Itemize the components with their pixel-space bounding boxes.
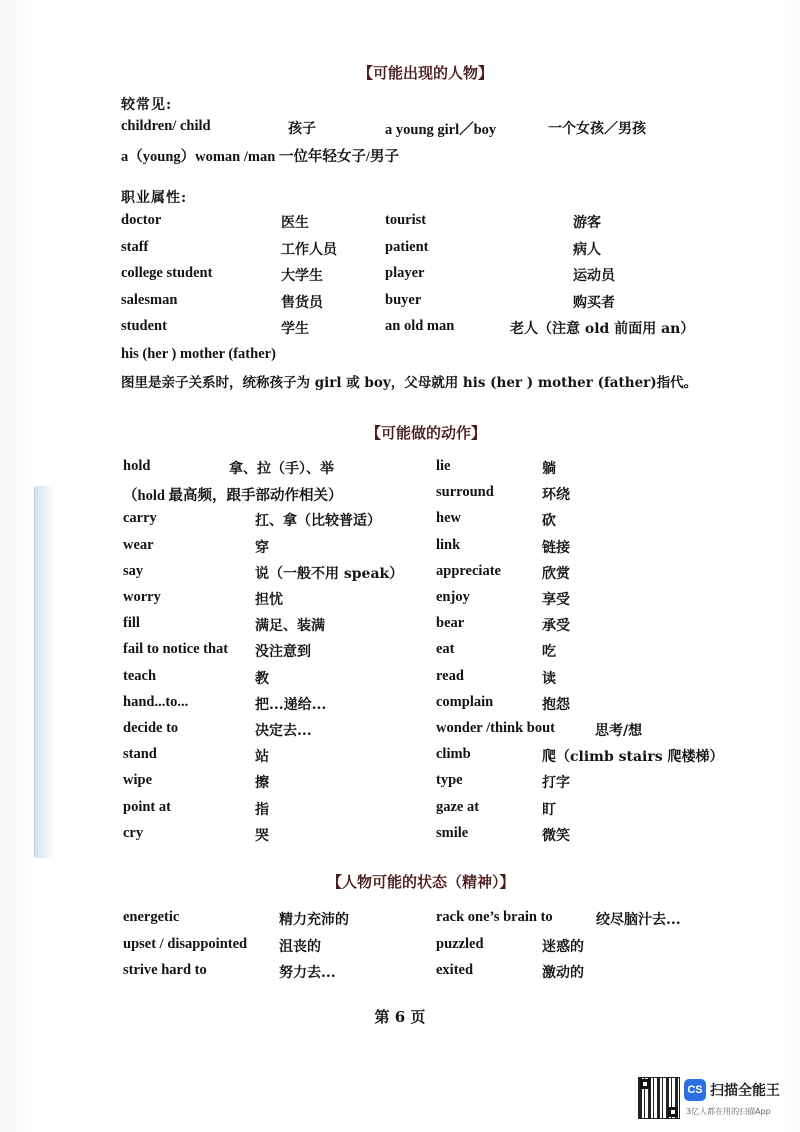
action-r6-c3: enjoy xyxy=(436,589,470,605)
action-r3-c4: 砍 xyxy=(542,513,556,530)
action-r12-c3: climb xyxy=(436,746,471,763)
action-r10-c2: 把...递给... xyxy=(255,696,327,713)
occupation-r5-c3: an old man xyxy=(385,318,455,334)
common-zh-2: 一个女孩／男孩 xyxy=(548,121,646,137)
action-r13-c1: wipe xyxy=(123,772,152,789)
action-r1-c3: lie xyxy=(436,458,451,474)
action-r13-c3: type xyxy=(436,772,463,789)
state-r1-c4: 绞尽脑汁去... xyxy=(596,912,681,928)
action-r12-c2: 站 xyxy=(255,749,269,766)
state-r2-c3: puzzled xyxy=(436,935,484,952)
action-r8-c3: eat xyxy=(436,641,455,658)
common-label: 较常见: xyxy=(121,97,173,113)
action-r4-c4: 链接 xyxy=(542,539,570,556)
action-r8-c2: 没注意到 xyxy=(255,644,311,661)
action-r11-c2: 决定去... xyxy=(255,723,312,739)
action-r3-c3: hew xyxy=(436,510,461,527)
action-r15-c1: cry xyxy=(123,824,144,841)
occupation-r3-c4: 运动员 xyxy=(573,268,615,284)
action-r15-c3: smile xyxy=(436,824,469,841)
action-r6-c1: worry xyxy=(123,589,161,605)
occupation-r5-c1: student xyxy=(121,318,167,334)
state-r1-c2: 精力充沛的 xyxy=(279,912,349,928)
scanner-watermark xyxy=(638,1077,788,1121)
action-r12-c1: stand xyxy=(123,746,157,763)
action-r8-c1: fail to notice that xyxy=(123,641,229,658)
action-r5-c2: 说（一般不用 speak） xyxy=(255,565,404,582)
occupation-r4-c3: buyer xyxy=(385,291,422,308)
common-zh-1: 孩子 xyxy=(288,121,316,137)
common-line-2: a（young）woman /man 一位年轻女子/男子 xyxy=(121,149,399,165)
action-r11-c1: decide to xyxy=(123,720,179,736)
occupation-r4-c1: salesman xyxy=(121,291,178,308)
action-r7-c4: 承受 xyxy=(542,618,570,635)
occupation-r2-c1: staff xyxy=(121,238,149,255)
state-r2-c4: 迷惑的 xyxy=(542,938,584,955)
action-r1-c1: hold xyxy=(123,458,151,474)
action-r3-c1: carry xyxy=(123,510,157,527)
action-r6-c2: 担忧 xyxy=(255,592,283,608)
action-r14-c1: point at xyxy=(123,798,171,815)
occupation-r5-c4: 老人（注意 old 前面用 an） xyxy=(510,321,695,337)
action-r11-c4: 思考/想 xyxy=(595,723,643,739)
action-r14-c4: 盯 xyxy=(542,801,556,818)
state-r3-c4: 激动的 xyxy=(542,965,584,981)
action-r7-c2: 满足、装满 xyxy=(255,618,325,635)
action-r7-c3: bear xyxy=(436,615,465,632)
common-en-2: a young girl／boy xyxy=(385,122,497,138)
occupation-r1-c1: doctor xyxy=(121,212,162,228)
occupation-r4-c4: 购买者 xyxy=(573,294,615,311)
occupation-r3-c2: 大学生 xyxy=(281,268,323,284)
occupation-r1-c4: 游客 xyxy=(573,215,601,231)
scan-edge-shadow xyxy=(34,486,55,858)
action-r14-c2: 指 xyxy=(255,801,269,818)
action-r1-c4: 躺 xyxy=(542,461,556,477)
action-r2-c3: surround xyxy=(436,484,494,501)
occupation-r2-c4: 病人 xyxy=(573,241,601,258)
parent-line: his (her ) mother (father) xyxy=(121,346,276,362)
action-r9-c2: 教 xyxy=(255,670,269,687)
section-title-characters: 【可能出现的人物】 xyxy=(358,64,494,82)
occupation-r2-c2: 工作人员 xyxy=(281,241,337,258)
state-r3-c1: strive hard to xyxy=(123,962,207,978)
watermark-title: 扫描全能王 xyxy=(710,1083,780,1099)
action-r8-c4: 吃 xyxy=(542,644,556,661)
action-r4-c3: link xyxy=(436,536,461,553)
action-r10-c3: complain xyxy=(436,693,494,710)
occupation-r1-c3: tourist xyxy=(385,212,427,228)
action-r10-c1: hand...to... xyxy=(123,693,189,710)
action-r2-c4: 环绕 xyxy=(542,487,570,504)
state-r2-c1: upset / disappointed xyxy=(123,935,248,952)
state-r1-c1: energetic xyxy=(123,909,180,925)
page-number: 第 6 页 xyxy=(374,1008,426,1026)
action-r13-c2: 擦 xyxy=(255,775,269,792)
section-title-states: 【人物可能的状态（精神）】 xyxy=(327,873,515,891)
action-r5-c4: 欣赏 xyxy=(542,565,570,582)
occupation-label: 职业属性: xyxy=(121,190,188,206)
action-r4-c2: 穿 xyxy=(255,539,269,556)
occupation-r5-c2: 学生 xyxy=(281,321,309,337)
action-r11-c3: wonder /think bout xyxy=(436,720,555,736)
common-en-1: children/ child xyxy=(121,118,211,134)
occupation-r4-c2: 售货员 xyxy=(281,294,323,311)
occupation-r3-c1: college student xyxy=(121,265,213,281)
action-r15-c2: 哭 xyxy=(255,827,269,844)
action-r13-c4: 打字 xyxy=(542,775,570,792)
action-r7-c1: fill xyxy=(123,615,140,632)
state-r2-c2: 沮丧的 xyxy=(279,938,321,955)
parent-note: 图里是亲子关系时，统称孩子为 girl 或 boy，父母就用 his (her ) mother (father)指代。 xyxy=(121,375,698,391)
action-r9-c3: read xyxy=(436,667,464,684)
watermark-subtitle: 3亿人都在用的扫描App xyxy=(686,1107,771,1116)
action-r5-c3: appreciate xyxy=(436,562,501,579)
section-title-actions: 【可能做的动作】 xyxy=(366,424,487,442)
action-r1-c2: 拿、拉（手）、举 xyxy=(229,461,334,477)
state-r1-c3: rack one’s brain to xyxy=(436,909,553,925)
action-r3-c2: 扛、拿（比较普适） xyxy=(255,513,381,530)
action-r12-c4: 爬（climb stairs 爬楼梯） xyxy=(542,749,724,766)
action-r9-c1: teach xyxy=(123,667,157,684)
action-r5-c1: say xyxy=(123,562,144,579)
action-r4-c1: wear xyxy=(123,536,154,553)
camscanner-logo-icon: CS xyxy=(684,1079,706,1101)
action-r14-c3: gaze at xyxy=(436,798,480,815)
qr-code-icon xyxy=(638,1077,680,1119)
action-r6-c4: 享受 xyxy=(542,592,570,608)
action-r9-c4: 读 xyxy=(542,670,556,687)
state-r3-c3: exited xyxy=(436,962,474,978)
occupation-r1-c2: 医生 xyxy=(281,215,309,231)
state-r3-c2: 努力去... xyxy=(279,965,336,981)
action-r10-c4: 抱怨 xyxy=(542,696,570,713)
occupation-r3-c3: player xyxy=(385,265,425,281)
occupation-r2-c3: patient xyxy=(385,238,429,255)
action-r2-c1: （hold 最高频，跟手部动作相关） xyxy=(123,488,343,505)
action-r15-c4: 微笑 xyxy=(542,827,570,844)
